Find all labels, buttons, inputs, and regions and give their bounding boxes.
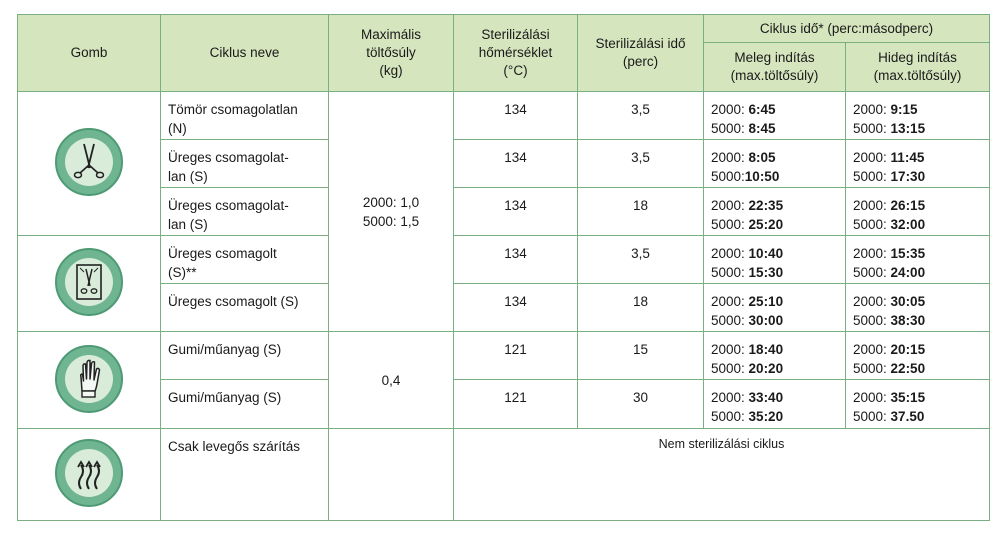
steril-temp: 121 [454, 380, 578, 429]
wrapped-scissors-icon [55, 248, 123, 316]
button-icon-cell [18, 429, 161, 521]
steril-time: 3,5 [578, 92, 704, 140]
cold-start-time: 2000: 11:45 5000: 17:30 [846, 140, 990, 188]
header-gomb: Gomb [18, 15, 161, 92]
cold-start-time: 2000: 30:05 5000: 38:30 [846, 284, 990, 332]
max-load-empty [329, 429, 454, 521]
warm-start-time: 2000: 18:40 5000: 20:20 [704, 332, 846, 380]
steril-temp: 134 [454, 140, 578, 188]
button-icon-cell [18, 332, 161, 429]
max-load-group-2: 0,4 [329, 332, 454, 429]
steril-time: 18 [578, 284, 704, 332]
steril-time: 15 [578, 332, 704, 380]
steril-temp: 121 [454, 332, 578, 380]
button-icon-cell [18, 236, 161, 332]
warm-start-time: 2000: 6:45 5000: 8:45 [704, 92, 846, 140]
warm-start-time: 2000: 10:40 5000: 15:30 [704, 236, 846, 284]
steril-time: 30 [578, 380, 704, 429]
cold-start-time: 2000: 26:15 5000: 32:00 [846, 188, 990, 236]
header-cycle-time: Ciklus idő* (perc:másodperc) [704, 15, 990, 43]
cold-start-time: 2000: 9:15 5000: 13:15 [846, 92, 990, 140]
cycle-name: Üreges csomagolat- lan (S) [161, 140, 329, 188]
cold-start-time: 2000: 35:15 5000: 37.50 [846, 380, 990, 429]
max-load-group-1: 2000: 1,0 5000: 1,5 [329, 92, 454, 332]
header-warm-start: Meleg indítás (max.töltősúly) [704, 43, 846, 92]
scissors-icon [55, 128, 123, 196]
warm-start-time: 2000: 33:40 5000: 35:20 [704, 380, 846, 429]
header-cold-start: Hideg indítás (max.töltősúly) [846, 43, 990, 92]
steril-temp: 134 [454, 92, 578, 140]
warm-start-time: 2000: 22:35 5000: 25:20 [704, 188, 846, 236]
cycle-name: Gumi/műanyag (S) [161, 380, 329, 429]
heat-waves-icon [55, 439, 123, 507]
non-sterilization-note: Nem sterilizálási ciklus [454, 429, 990, 521]
header-steril-temp: Sterilizálási hőmérséklet (°C) [454, 15, 578, 92]
cycle-name: Tömör csomagolatlan (N) [161, 92, 329, 140]
header-steril-time: Sterilizálási idő (perc) [578, 15, 704, 92]
cycle-name: Üreges csomagolt (S) [161, 284, 329, 332]
cycle-name: Gumi/műanyag (S) [161, 332, 329, 380]
steril-time: 3,5 [578, 140, 704, 188]
steril-temp: 134 [454, 188, 578, 236]
glove-icon [55, 345, 123, 413]
warm-start-time: 2000: 8:05 5000:10:50 [704, 140, 846, 188]
cold-start-time: 2000: 20:15 5000: 22:50 [846, 332, 990, 380]
steril-time: 18 [578, 188, 704, 236]
warm-start-time: 2000: 25:10 5000: 30:00 [704, 284, 846, 332]
cycle-name: Csak levegős szárítás [161, 429, 329, 521]
steril-temp: 134 [454, 236, 578, 284]
cold-start-time: 2000: 15:35 5000: 24:00 [846, 236, 990, 284]
header-ciklus-neve: Ciklus neve [161, 15, 329, 92]
button-icon-cell [18, 92, 161, 236]
steril-time: 3,5 [578, 236, 704, 284]
header-max-load: Maximális töltősúly (kg) [329, 15, 454, 92]
cycle-name: Üreges csomagolat- lan (S) [161, 188, 329, 236]
cycle-name: Üreges csomagolt (S)** [161, 236, 329, 284]
sterilization-cycle-table [17, 14, 990, 521]
steril-temp: 134 [454, 284, 578, 332]
